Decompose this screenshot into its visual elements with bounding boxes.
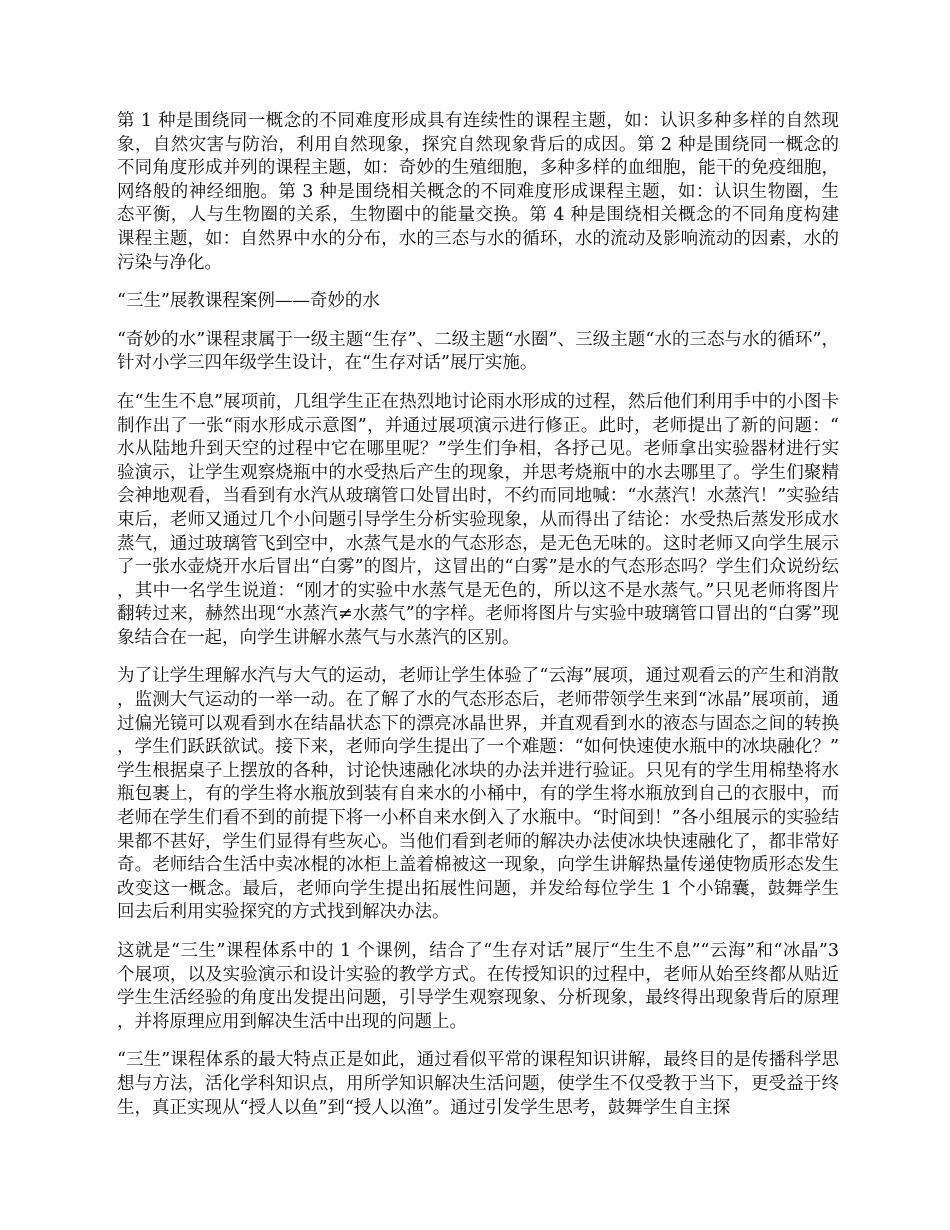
paragraph-case-summary: 这就是“三生”课程体系中的 1 个课例，结合了“生存对话”展厅“生生不息”“云海”和“冰晶”3 个展项，以及实验演示和设计实验的教学方式。在传授知识的过程中，老师从始至终都从贴近学生生活经验的角度出发提出问题，引导学生观察现象、分析现象，最终得出现象背后的原理，并将原理应用到解决生活中出现的问题上。	[117, 941, 839, 1032]
paragraph-course-theme-types: 第 1 种是围绕同一概念的不同难度形成具有连续性的课程主题，如：认识多种多样的自然现象，自然灾害与防治，利用自然现象，探究自然现象背后的成因。第 2 种是围绕同一概念的不同角度形成并列的课程主题，如：奇妙的生殖细胞，多种多样的血细胞，能干的免疫细胞，网络般的神经细胞。第 3 种是围绕相关概念的不同难度形成课程主题，如：认识生物圈，生态平衡，人与生物圈的关系，生物圈中的能量交换。第 4 种是围绕相关概念的不同角度构建课程主题，如：自然界中水的分布，水的三态与水的循环，水的流动及影响流动的因素，水的污染与净化。	[117, 111, 839, 273]
paragraph-ice-melting-activity: 为了让学生理解水汽与大气的运动，老师让学生体验了“云海”展项，通过观看云的产生和消散，监测大气运动的一举一动。在了解了水的气态形态后，老师带领学生来到“冰晶”展项前，通过偏光镜可以观看到水在结晶状态下的漂亮冰晶世界，并直观看到水的液态与固态之间的转换，学生们跃跃欲试。接下来，老师向学生提出了一个难题：“如何快速使水瓶中的冰块融化？”学生根据桌子上摆放的各种，讨论快速融化冰块的办法并进行验证。只见有的学生用棉垫将水瓶包裹上，有的学生将水瓶放到装有自来水的小桶中，有的学生将水瓶放到自己的衣服中，而老师在学生们看不到的前提下将一小杯自来水倒入了水瓶中。“时间到！”各小组展示的实验结果都不甚好，学生们显得有些灰心。当他们看到老师的解决办法使冰块快速融化了，都非常好奇。老师结合生活中卖冰棍的冰柜上盖着棉被这一现象，向学生讲解热量传递使物质形态发生改变这一概念。最后，老师向学生提出拓展性问题，并发给每位学生 1 个小锦囊，鼓舞学生回去后利用实验探究的方式找到解决办法。	[117, 666, 839, 923]
paragraph-system-features: “三生”课程体系的最大特点正是如此，通过看似平常的课程知识讲解，最终目的是传播科学思想与方法，活化学科知识点，用所学知识解决生活问题，使学生不仅受教于当下，更受益于终生，真正实现从“授人以鱼”到“授人以渔”。通过引发学生思考，鼓舞学生自主探	[117, 1050, 839, 1118]
document-body	[117, 110, 839, 1135]
section-heading: “三生”展教课程案例——奇妙的水	[117, 291, 380, 312]
paragraph-course-overview: “奇妙的水”课程隶属于一级主题“生存”、二级主题“水圈”、三级主题“水的三态与水的循环”，针对小学三四年级学生设计，在“生存对话”展厅实施。	[117, 329, 839, 374]
paragraph-water-vapor-experiment: 在“生生不息”展项前，几组学生正在热烈地讨论雨水形成的过程，然后他们利用手中的小图卡制作出了一张“雨水形成示意图”，并通过展项演示进行修正。此时，老师提出了新的问题：“水从陆地升到天空的过程中它在哪里呢？”学生们争相，各抒己见。老师拿出实验器材进行实验演示，让学生观察烧瓶中的水受热后产生的现象，并思考烧瓶中的水去哪里了。学生们聚精会神地观看，当看到有水汽从玻璃管口处冒出时，不约而同地喊：“水蒸汽！水蒸汽！”实验结束后，老师又通过几个小问题引导学生分析实验现象，从而得出了结论：水受热后蒸发形成水蒸气，通过玻璃管飞到空中，水蒸气是水的气态形态，是无色无味的。这时老师又向学生展示了一张水壶烧开水后冒出“白雾”的图片，这冒出的“白雾”是水的气态形态吗？学生们众说纷纭，其中一名学生说道：“刚才的实验中水蒸气是无色的，所以这不是水蒸气。”只见老师将图片翻转过来，赫然出现“水蒸汽≠水蒸气”的字样。老师将图片与实验中玻璃管口冒出的“白雾”现象结合在一起，向学生讲解水蒸气与水蒸汽的区别。	[117, 391, 839, 648]
